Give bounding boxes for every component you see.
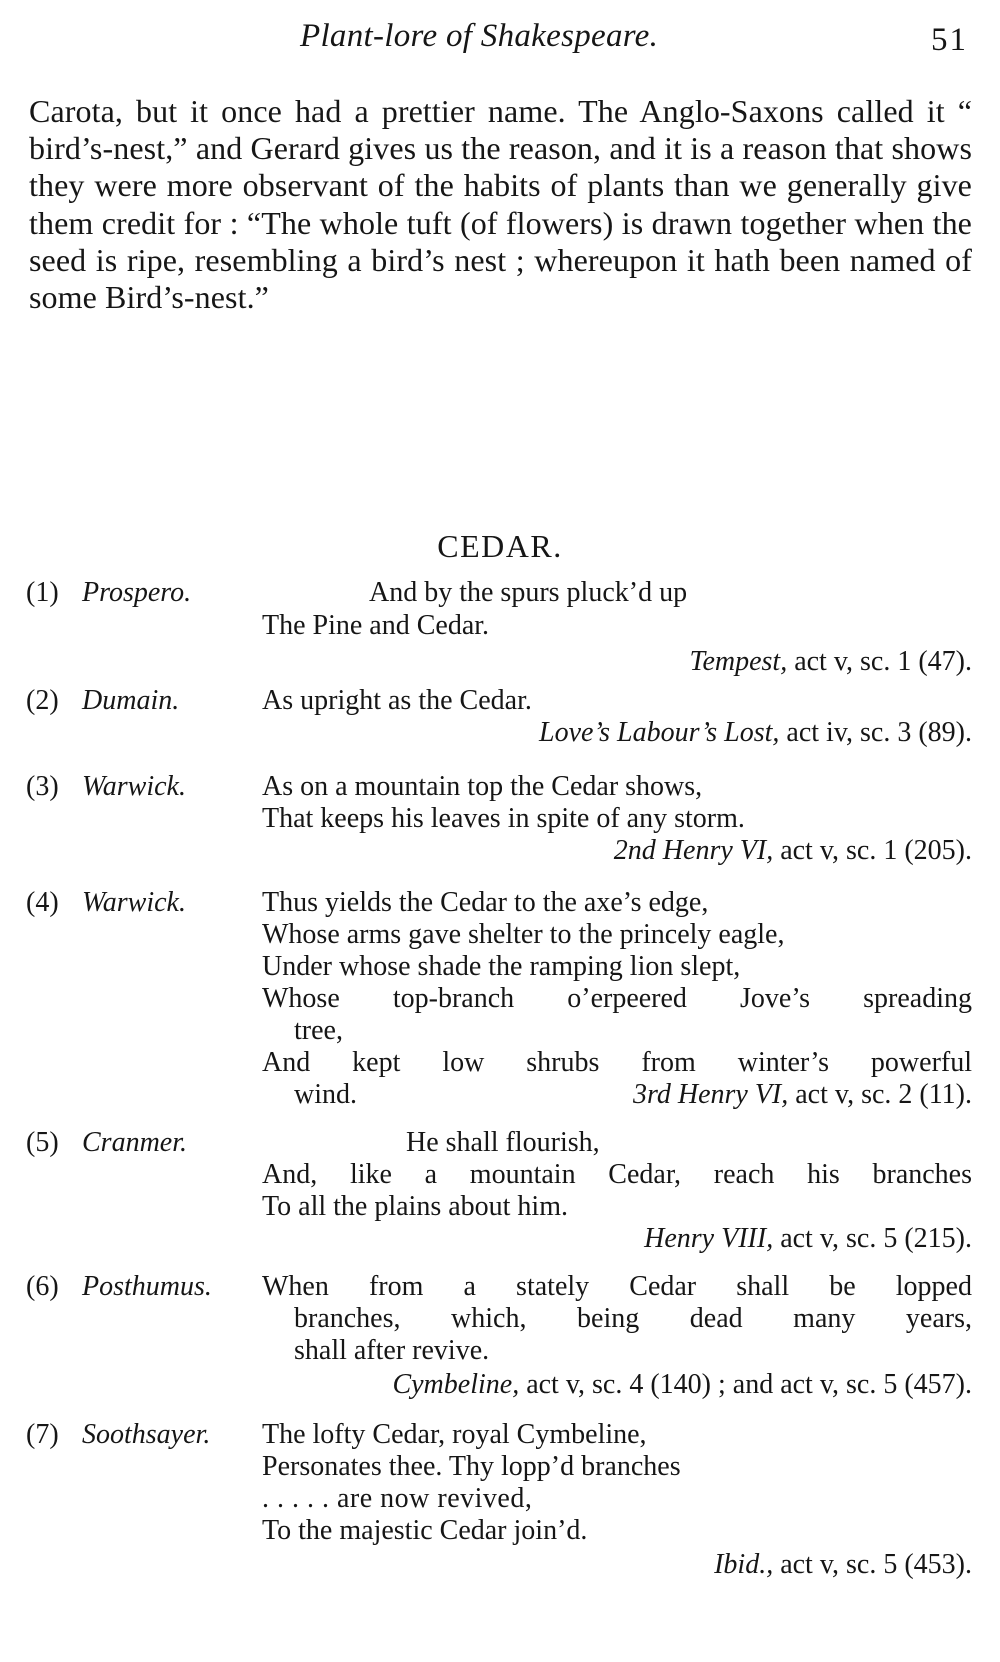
quote-line: shall after revive. <box>294 1335 490 1366</box>
quote-speaker: Posthumus. <box>82 1271 212 1302</box>
quote-line: Personates thee. Thy lopp’d branches <box>262 1451 681 1482</box>
quote-entry <box>26 771 972 871</box>
quote-entry <box>26 577 972 677</box>
quote-number: (4) <box>26 887 59 918</box>
quote-line: As on a mountain top the Cedar shows, <box>262 771 703 802</box>
quote-line: The lofty Cedar, royal Cymbeline, <box>262 1419 647 1450</box>
citation-ref: act v, sc. 5 (215). <box>773 1223 972 1254</box>
page-number: 51 <box>931 22 968 58</box>
quote-line: Whose arms gave shelter to the princely eagle, <box>262 919 785 950</box>
citation-work: Henry VIII, <box>644 1223 774 1254</box>
citation-ref: act v, sc. 1 (205). <box>773 835 972 866</box>
quote-line: The Pine and Cedar. <box>262 610 490 641</box>
quote-line: . . . . . are now revived, <box>262 1483 533 1514</box>
citation-work: Ibid., <box>714 1549 774 1580</box>
quote-citation <box>644 1223 972 1255</box>
section-title: CEDAR. <box>437 528 563 564</box>
intro-paragraph: Carota, but it once had a prettier name. The Anglo-Saxons called it “ bird’s-nest,” and Gerard gives us the reason, and it is a reason that shows they were more observant of the habits of plants than we generally give them credit for : “The whole tuft (of flowers) is drawn together when the seed is ripe, resembling a bird’s nest ; whereupon it hath been named of some Bird’s-nest.” <box>29 93 972 316</box>
quote-citation <box>539 717 972 749</box>
quote-line: Thus yields the Cedar to the axe’s edge, <box>262 887 709 918</box>
quote-citation <box>614 835 972 867</box>
quote-citation <box>689 646 972 678</box>
quote-speaker: Cranmer. <box>82 1127 188 1158</box>
quote-line: To all the plains about him. <box>262 1191 568 1222</box>
quote-number: (7) <box>26 1419 59 1450</box>
quote-citation <box>714 1549 972 1581</box>
quote-line: As upright as the Cedar. <box>262 685 532 716</box>
quote-speaker: Dumain. <box>82 685 180 716</box>
quote-speaker: Soothsayer. <box>82 1419 211 1450</box>
quote-line: And kept low shrubs from winter’s powerful <box>262 1047 972 1078</box>
citation-ref: act v, sc. 4 (140) ; and act v, sc. 5 (457). <box>519 1369 972 1400</box>
quote-line: And by the spurs pluck’d up <box>369 577 688 608</box>
quote-line: branches, which, being dead many years, <box>294 1303 972 1334</box>
quote-line: Under whose shade the ramping lion slept, <box>262 951 741 982</box>
citation-work: Tempest, <box>689 646 788 677</box>
running-title: Plant-lore of Shakespeare. <box>300 18 659 54</box>
quote-speaker: Prospero. <box>82 577 192 608</box>
quote-citation <box>633 1079 972 1111</box>
citation-ref: act iv, sc. 3 (89). <box>779 717 972 748</box>
quote-speaker: Warwick. <box>82 887 186 918</box>
quote-entry <box>26 685 972 755</box>
quote-number: (6) <box>26 1271 59 1302</box>
citation-work: Love’s Labour’s Lost, <box>539 717 780 748</box>
citation-work: 2nd Henry VI, <box>613 835 774 866</box>
quote-line: wind. <box>294 1079 357 1110</box>
quote-number: (2) <box>26 685 59 716</box>
citation-ref: act v, sc. 5 (453). <box>773 1549 972 1580</box>
quote-line: When from a stately Cedar shall be lopped <box>262 1271 972 1302</box>
quote-line: He shall flourish, <box>406 1127 600 1158</box>
quote-number: (3) <box>26 771 59 802</box>
quote-entry <box>26 1419 972 1589</box>
quote-line: That keeps his leaves in spite of any storm. <box>262 803 745 834</box>
quote-entry <box>26 1271 972 1406</box>
citation-ref: act v, sc. 2 (11). <box>788 1079 972 1110</box>
quote-line: Whose top-branch o’erpeered Jove’s spreading <box>262 983 972 1014</box>
quote-entry <box>26 887 972 1112</box>
quote-number: (1) <box>26 577 59 608</box>
quote-line: To the majestic Cedar join’d. <box>262 1515 588 1546</box>
citation-ref: act v, sc. 1 (47). <box>787 646 972 677</box>
quote-speaker: Warwick. <box>82 771 186 802</box>
quote-line: And, like a mountain Cedar, reach his branches <box>262 1159 972 1190</box>
quote-line: tree, <box>294 1015 343 1046</box>
quote-number: (5) <box>26 1127 59 1158</box>
running-head <box>0 18 1000 68</box>
quote-entry <box>26 1127 972 1257</box>
citation-work: Cymbeline, <box>392 1369 520 1400</box>
citation-work: 3rd Henry VI, <box>632 1079 789 1110</box>
quote-citation <box>392 1369 972 1401</box>
